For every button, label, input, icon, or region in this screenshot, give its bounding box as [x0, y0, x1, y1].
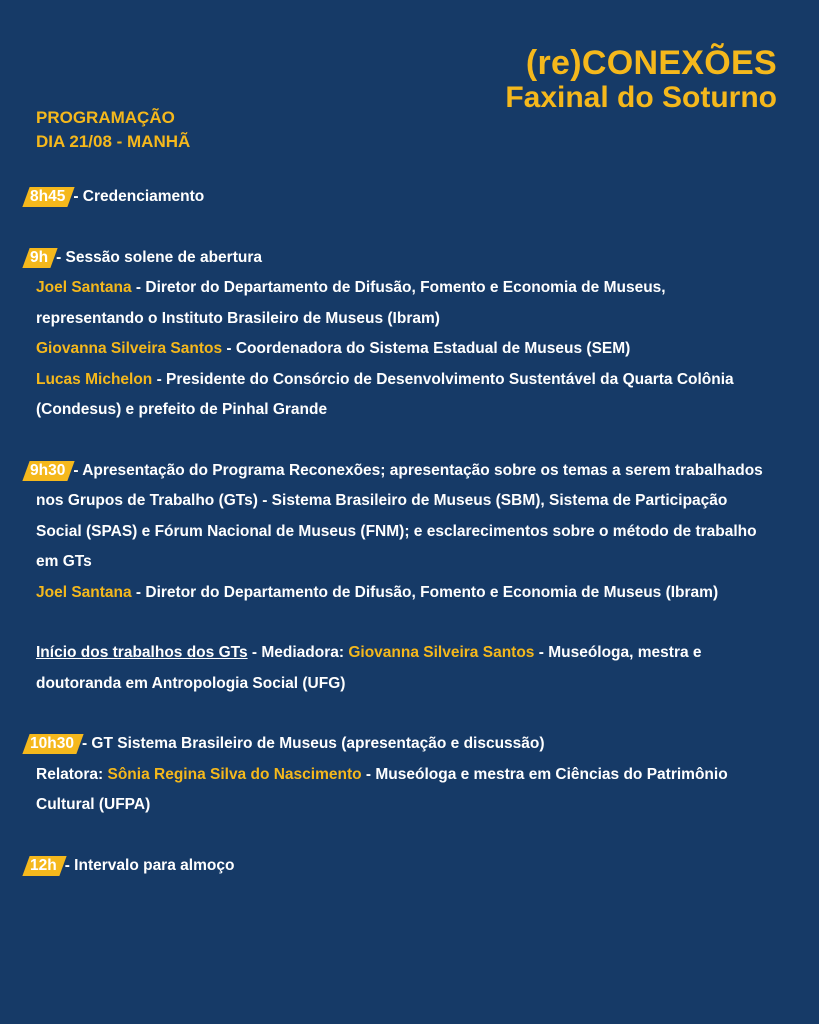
speaker-joel: Joel Santana - Diretor do Departamento de Difusão, Fomento e Economia de Museus, representando o Instituto Brasileiro de Museus (Ibram) [36, 279, 666, 327]
speaker-joel-2: Joel Santana - Diretor do Departamento de Difusão, Fomento e Economia de Museus (Ibram) [36, 583, 719, 601]
item-text: - Sessão solene de abertura [56, 248, 262, 266]
program-header [36, 106, 190, 154]
schedule-item-apresentacao [30, 456, 776, 609]
item-text: - GT Sistema Brasileiro de Museus (apresentação e discussão) [81, 735, 545, 752]
time-badge: 12h [22, 856, 66, 876]
schedule-item-inicio-gts: Início dos trabalhos dos GTs - Mediadora: Giovanna Silveira Santos - Museóloga, mestra e doutoranda em Antropologia Social (UFG) [36, 644, 702, 692]
event-title [505, 46, 777, 113]
programacao-label: PROGRAMAÇÃO [36, 108, 175, 127]
time-badge: 10h30 [22, 734, 83, 754]
schedule-item-credenciamento [30, 182, 776, 213]
item-text: - Apresentação do Programa Reconexões; apresentação sobre os temas a serem trabalhados nos Grupos de Trabalho (GTs) - Sistema Brasileiro de Museus (SBM), Sistema de Participação Social (SPAS) e Fórum Nacional de Museus (FNM); e esclarecimentos sobre o método de trabalho em GTs [36, 461, 763, 570]
schedule-item-gt-sbm [30, 729, 776, 821]
mediadora-name: Giovanna Silveira Santos [348, 644, 535, 661]
item-text: - Intervalo para almoço [64, 856, 235, 874]
schedule-item-intervalo [30, 851, 776, 882]
time-badge: 9h [22, 248, 57, 268]
title-reconexoes: (re)CONEXÕES [525, 44, 777, 82]
speaker-giovanna: Giovanna Silveira Santos - Coordenadora do Sistema Estadual de Museus (SEM) [36, 340, 631, 357]
time-badge: 8h45 [22, 187, 75, 207]
speaker-lucas: Lucas Michelon - Presidente do Consórcio de Desenvolvimento Sustentável da Quarta Colônia (Condesus) e prefeito de Pinhal Grande [36, 370, 734, 418]
day-label: DIA 21/08 - MANHÃ [36, 132, 191, 151]
inicio-label: Início dos trabalhos dos GTs [36, 644, 248, 661]
schedule-item-abertura [30, 243, 776, 426]
title-location: Faxinal do Soturno [505, 80, 777, 114]
relatora: Relatora: Sônia Regina Silva do Nascimento - Museóloga e mestra em Ciências do Patrimônio Cultural (UFPA) [36, 765, 728, 813]
time-badge: 9h30 [22, 461, 75, 481]
item-text: - Credenciamento [73, 188, 205, 205]
schedule [30, 182, 776, 911]
